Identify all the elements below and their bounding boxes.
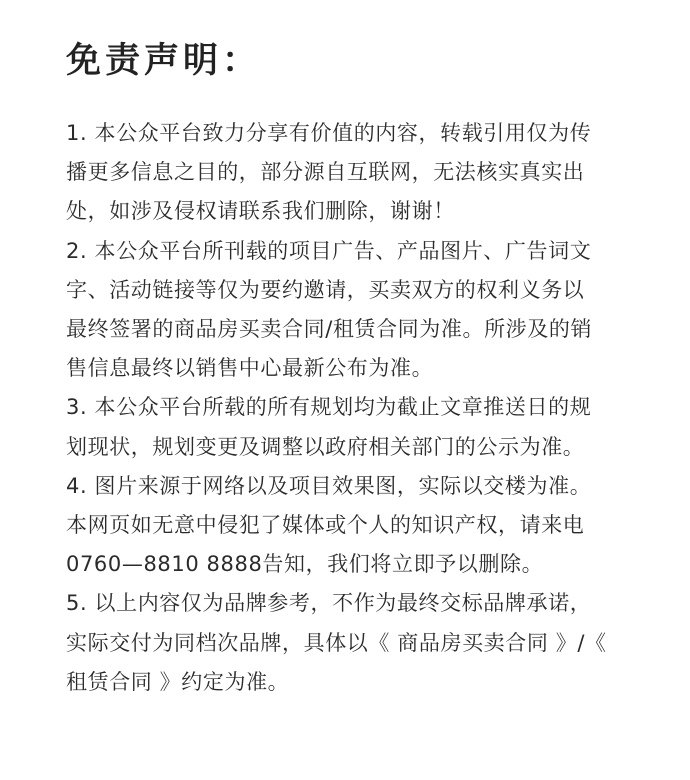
text-line: 0760—8810 8888告知，我们将立即予以删除。 (66, 552, 544, 577)
disclaimer-list (66, 114, 650, 702)
text-line: 5. 以上内容仅为品牌参考，不作为最终交标品牌承诺， (66, 591, 592, 616)
text-line: 最终签署的商品房买卖合同/租赁合同为准。所涉及的销 (66, 317, 593, 342)
text-line: 4. 图片来源于网络以及项目效果图，实际以交楼为准。 (66, 473, 592, 498)
disclaimer-item-3 (66, 388, 650, 466)
text-line: 售信息最终以销售中心最新公布为准。 (66, 356, 434, 381)
disclaimer-item-2 (66, 232, 650, 389)
text-line: 2. 本公众平台所刊载的项目广告、产品图片、广告词文 (66, 238, 592, 263)
page-title: 免责声明： (66, 41, 262, 81)
disclaimer-item-4 (66, 467, 650, 585)
text-line: 实际交付为同档次品牌，具体以《 商品房买卖合同 》/《 (66, 630, 607, 655)
text-line: 处，如涉及侵权请联系我们删除，谢谢！ (66, 199, 455, 224)
text-line: 字、活动链接等仅为要约邀请，买卖双方的权利义务以 (66, 277, 585, 302)
disclaimer-item-1 (66, 114, 650, 232)
text-line: 划现状，规划变更及调整以政府相关部门的公示为准。 (66, 434, 585, 459)
text-line: 1. 本公众平台致力分享有价值的内容，转载引用仅为传 (66, 121, 592, 145)
text-line: 租赁合同 》约定为准。 (66, 669, 290, 694)
disclaimer-item-5 (66, 584, 650, 702)
text-line: 播更多信息之目的，部分源自互联网，无法核实真实出 (66, 160, 585, 185)
text-line: 3. 本公众平台所载的所有规划均为截止文章推送日的规 (66, 395, 592, 420)
text-line: 本网页如无意中侵犯了媒体或个人的知识产权，请来电 (66, 513, 585, 538)
